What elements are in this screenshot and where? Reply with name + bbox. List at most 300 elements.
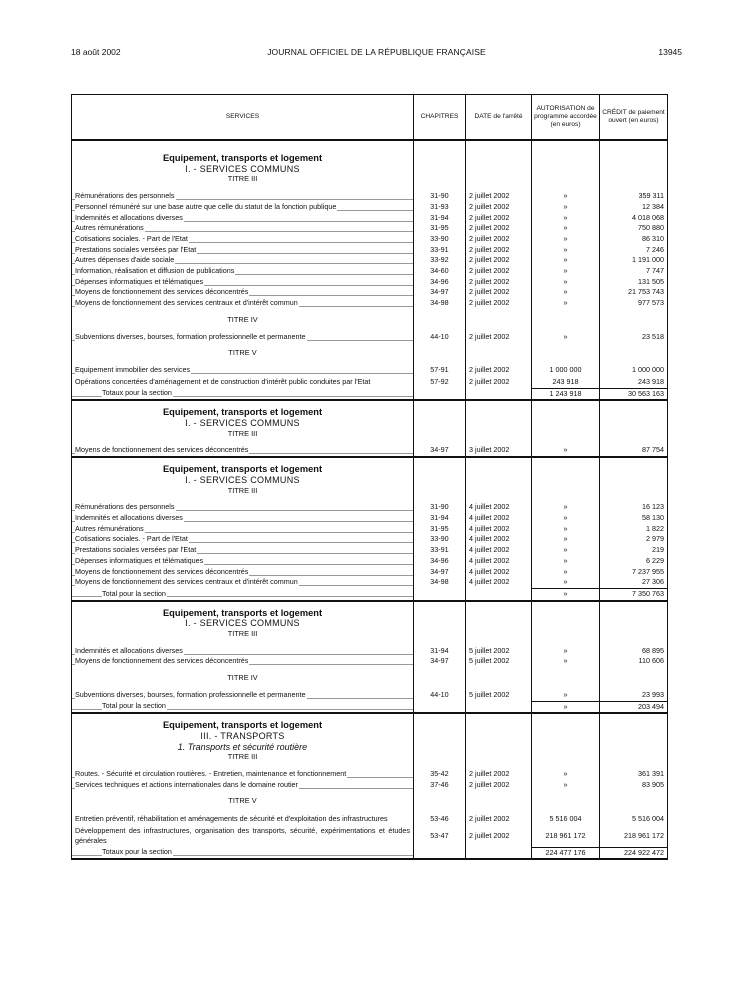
credit-cell: 110 606 [600,656,668,667]
empty-cell [466,796,532,807]
empty-cell [600,673,668,684]
chapitre-cell [414,701,466,713]
empty-cell [532,486,600,497]
service-label: Services techniques et actions internationales dans le domaine routier [75,779,298,789]
service-label-cell [72,202,414,213]
spacer-cell [532,713,600,720]
chapitre-cell: 31-93 [414,202,466,213]
empty-cell [600,429,668,440]
empty-cell [414,174,466,185]
date-cell: 4 juillet 2002 [466,545,532,556]
service-label: Subventions diverses, bourses, formation professionnelle et permanente [75,331,306,341]
service-label: Autres rémunérations [75,223,144,233]
empty-cell [600,608,668,619]
chapitre-cell: 34-97 [414,445,466,457]
empty-cell [466,752,532,763]
service-label: Totaux pour la section [102,388,172,398]
empty-cell [414,418,466,429]
empty-cell [414,673,466,684]
credit-cell: 30 563 163 [600,388,668,400]
credit-cell: 87 754 [600,445,668,457]
empty-cell [414,608,466,619]
section-heading: TITRE III [72,429,414,440]
empty-cell [414,629,466,640]
date-cell: 4 juillet 2002 [466,513,532,524]
service-label: Cotisations sociales. - Part de l'Etat [75,534,188,544]
date-cell [466,847,532,859]
autorisation-cell: » [532,277,600,288]
section-heading: TITRE III [72,174,414,185]
credit-cell: 750 880 [600,223,668,234]
credit-cell: 224 922 472 [600,847,668,859]
date-cell: 2 juillet 2002 [466,813,532,825]
autorisation-cell: » [532,513,600,524]
credit-cell: 7 246 [600,245,668,256]
table-row [72,646,668,657]
table-row [72,266,668,277]
table-row [72,524,668,535]
section-heading: I. - SERVICES COMMUNS [72,618,414,629]
date-cell: 5 juillet 2002 [466,690,532,701]
section-heading-row [72,475,668,486]
credit-cell: 1 191 000 [600,255,668,266]
spacer-cell [532,601,600,608]
spacer-row [72,457,668,464]
table-row [72,769,668,780]
spacer-cell [414,400,466,407]
spacer-cell [600,713,668,720]
autorisation-cell: » [532,245,600,256]
table-row [72,545,668,556]
chapitre-cell: 34-97 [414,567,466,578]
credit-cell: 27 306 [600,577,668,588]
spacer-cell [72,713,414,720]
empty-cell [532,608,600,619]
service-label-cell [72,502,414,513]
empty-cell [414,348,466,359]
autorisation-cell: 218 961 172 [532,825,600,847]
date-cell: 2 juillet 2002 [466,825,532,847]
table-row [72,277,668,288]
empty-cell [466,629,532,640]
autorisation-cell: » [532,701,600,713]
service-label: Equipement immobilier des services [75,364,191,374]
service-label: Moyens de fonctionnement des services déconcentrés [75,656,249,666]
empty-cell [414,315,466,326]
service-label: Subventions diverses, bourses, formation professionnelle et permanente [75,690,306,700]
service-label-cell [72,287,414,298]
empty-cell [532,153,600,164]
empty-cell [414,618,466,629]
credit-cell: 5 516 004 [600,813,668,825]
date-cell: 2 juillet 2002 [466,202,532,213]
chapitre-cell: 33-91 [414,245,466,256]
empty-cell [532,164,600,175]
table-row [72,245,668,256]
empty-cell [414,720,466,731]
section-heading-row [72,720,668,731]
service-label: Développement des infrastructures, organisation des transports, sécurité, expérimentations et études générales [75,826,410,846]
table-row [72,534,668,545]
date-cell: 2 juillet 2002 [466,277,532,288]
col-chapitres-header: CHAPITRES [414,95,466,141]
spacer-cell [414,140,466,147]
date-cell: 3 juillet 2002 [466,445,532,457]
chapitre-cell [414,388,466,400]
date-cell: 4 juillet 2002 [466,524,532,535]
section-heading-row [72,164,668,175]
autorisation-cell: » [532,332,600,343]
autorisation-cell: 5 516 004 [532,813,600,825]
autorisation-cell: » [532,769,600,780]
credit-cell: 16 123 [600,502,668,513]
table-row [72,656,668,667]
empty-cell [600,418,668,429]
service-label-cell [72,690,414,701]
spacer-row [72,400,668,407]
chapitre-cell: 57-92 [414,376,466,389]
service-label-cell [72,255,414,266]
empty-cell [600,720,668,731]
total-row [72,701,668,713]
date-cell: 4 juillet 2002 [466,534,532,545]
chapitre-cell: 37-46 [414,780,466,791]
section-heading: Equipement, transports et logement [72,153,414,164]
empty-cell [600,315,668,326]
empty-cell [466,348,532,359]
autorisation-cell: » [532,690,600,701]
service-label: Autres rémunérations [75,523,144,533]
chapitre-cell: 31-94 [414,513,466,524]
empty-cell [600,618,668,629]
empty-cell [414,407,466,418]
autorisation-cell: » [532,191,600,202]
credit-cell: 243 918 [600,376,668,389]
autorisation-cell: » [532,298,600,309]
section-heading-row [72,407,668,418]
empty-cell [600,164,668,175]
credit-cell: 359 311 [600,191,668,202]
empty-cell [414,475,466,486]
credit-cell: 83 905 [600,780,668,791]
service-label: Prestations sociales versées par l'Etat [75,244,197,254]
table-row [72,298,668,309]
empty-cell [466,174,532,185]
chapitre-cell: 33-91 [414,545,466,556]
autorisation-cell: » [532,545,600,556]
empty-cell [466,418,532,429]
empty-cell [532,720,600,731]
table-row [72,445,668,457]
service-label: Rémunérations des personnels [75,191,175,201]
empty-cell [532,742,600,753]
autorisation-cell: » [532,524,600,535]
credit-cell: 58 130 [600,513,668,524]
section-heading-row [72,429,668,440]
section-heading: TITRE V [72,348,414,359]
service-label-cell [72,567,414,578]
service-label-cell [72,388,414,400]
col-credit-header: CRÉDIT de paiement ouvert (en euros) [600,95,668,141]
spacer-cell [72,400,414,407]
chapitre-cell: 53-46 [414,813,466,825]
section-heading: Equipement, transports et logement [72,720,414,731]
chapitre-cell: 34-97 [414,287,466,298]
empty-cell [532,315,600,326]
credit-cell: 977 573 [600,298,668,309]
section-heading-row [72,486,668,497]
service-label-cell [72,365,414,376]
credit-cell: 219 [600,545,668,556]
table-row [72,191,668,202]
chapitre-cell: 33-90 [414,534,466,545]
empty-cell [532,796,600,807]
table-row [72,365,668,376]
empty-cell [466,720,532,731]
section-heading-row [72,673,668,684]
date-cell: 2 juillet 2002 [466,287,532,298]
empty-cell [600,796,668,807]
empty-cell [532,407,600,418]
table-row [72,234,668,245]
total-row [72,588,668,600]
chapitre-cell: 34-96 [414,556,466,567]
spacer-cell [72,140,414,147]
col-autorisation-header: AUTORISATION de programme accordée (en euros) [532,95,600,141]
service-label-cell [72,556,414,567]
section-heading: TITRE IV [72,315,414,326]
autorisation-cell: » [532,567,600,578]
empty-cell [532,174,600,185]
service-label-cell [72,646,414,657]
header-date: 18 août 2002 [71,47,121,57]
table-row [72,502,668,513]
table-row [72,223,668,234]
empty-cell [600,752,668,763]
service-label-cell [72,298,414,309]
section-heading: III. - TRANSPORTS [72,731,414,742]
empty-cell [600,464,668,475]
service-label-cell [72,376,414,389]
section-heading: TITRE V [72,796,414,807]
empty-cell [466,731,532,742]
spacer-row [72,601,668,608]
date-cell: 5 juillet 2002 [466,656,532,667]
empty-cell [600,174,668,185]
chapitre-cell: 34-60 [414,266,466,277]
service-label-cell [72,445,414,457]
total-row [72,388,668,400]
service-label-cell [72,277,414,288]
date-cell: 2 juillet 2002 [466,365,532,376]
chapitre-cell: 31-95 [414,223,466,234]
service-label-cell [72,813,414,825]
spacer-cell [414,457,466,464]
service-label-cell [72,780,414,791]
table-row [72,813,668,825]
autorisation-cell: 1 243 918 [532,388,600,400]
section-heading: I. - SERVICES COMMUNS [72,418,414,429]
autorisation-cell: » [532,202,600,213]
date-cell: 2 juillet 2002 [466,245,532,256]
section-heading: I. - SERVICES COMMUNS [72,475,414,486]
spacer-cell [600,601,668,608]
credit-cell: 86 310 [600,234,668,245]
section-heading: TITRE III [72,752,414,763]
service-label-cell [72,701,414,713]
date-cell [466,588,532,600]
table-row [72,213,668,224]
empty-cell [466,618,532,629]
table-row [72,577,668,588]
service-label: Total pour la section [102,701,166,711]
empty-cell [466,608,532,619]
service-label-cell [72,847,414,859]
service-label-cell [72,234,414,245]
service-label: Moyens de fonctionnement des services centraux et d'intérêt commun [75,298,298,308]
credit-cell: 12 384 [600,202,668,213]
table-row [72,556,668,567]
credit-cell: 203 494 [600,701,668,713]
section-heading-row [72,629,668,640]
section-heading: TITRE III [72,629,414,640]
spacer-cell [532,400,600,407]
empty-cell [466,486,532,497]
section-heading-row [72,153,668,164]
empty-cell [466,429,532,440]
service-label: Total pour la section [102,588,166,598]
service-label-cell [72,825,414,847]
date-cell: 2 juillet 2002 [466,376,532,389]
empty-cell [532,429,600,440]
chapitre-cell: 31-94 [414,646,466,657]
section-heading: Equipement, transports et logement [72,407,414,418]
empty-cell [414,752,466,763]
spacer-cell [532,140,600,147]
empty-cell [414,464,466,475]
service-label-cell [72,656,414,667]
service-label-cell [72,513,414,524]
empty-cell [414,486,466,497]
date-cell: 2 juillet 2002 [466,332,532,343]
table-body [72,140,668,859]
date-cell: 2 juillet 2002 [466,223,532,234]
credit-cell: 4 018 068 [600,213,668,224]
spacer-cell [600,400,668,407]
section-heading-row [72,618,668,629]
page-header [71,47,682,59]
service-label: Entretien préventif, réhabilitation et aménagements de sécurité et d'exploitation des infrastructures [75,814,388,824]
date-cell: 4 juillet 2002 [466,567,532,578]
service-label: Indemnités et allocations diverses [75,645,183,655]
section-heading-row [72,752,668,763]
date-cell: 2 juillet 2002 [466,780,532,791]
date-cell: 2 juillet 2002 [466,298,532,309]
empty-cell [532,618,600,629]
credit-cell: 7 747 [600,266,668,277]
chapitre-cell: 44-10 [414,332,466,343]
empty-cell [532,475,600,486]
table-header-row [72,95,668,141]
chapitre-cell: 31-94 [414,213,466,224]
section-heading-row [72,742,668,753]
chapitre-cell: 31-90 [414,191,466,202]
empty-cell [532,464,600,475]
autorisation-cell: » [532,502,600,513]
chapitre-cell: 31-95 [414,524,466,535]
service-label-cell [72,545,414,556]
credit-cell: 23 993 [600,690,668,701]
empty-cell [532,348,600,359]
table-row [72,825,668,847]
service-label: Prestations sociales versées par l'Etat [75,545,197,555]
spacer-cell [600,457,668,464]
credit-cell: 68 895 [600,646,668,657]
empty-cell [466,742,532,753]
service-label: Moyens de fonctionnement des services déconcentrés [75,566,249,576]
section-heading: Equipement, transports et logement [72,608,414,619]
section-heading: TITRE IV [72,673,414,684]
spacer-row [72,713,668,720]
autorisation-cell: » [532,577,600,588]
service-label: Dépenses informatiques et télématiques [75,276,204,286]
spacer-cell [466,140,532,147]
table-row [72,255,668,266]
empty-cell [414,742,466,753]
autorisation-cell: » [532,534,600,545]
spacer-cell [466,400,532,407]
date-cell [466,388,532,400]
col-services-header: SERVICES [72,95,414,141]
chapitre-cell: 33-90 [414,234,466,245]
header-title: JOURNAL OFFICIEL DE LA RÉPUBLIQUE FRANÇAISE [267,47,486,57]
date-cell: 2 juillet 2002 [466,213,532,224]
section-heading-row [72,348,668,359]
date-cell: 2 juillet 2002 [466,769,532,780]
date-cell: 4 juillet 2002 [466,556,532,567]
table-row [72,332,668,343]
credit-cell: 1 000 000 [600,365,668,376]
date-cell [466,701,532,713]
empty-cell [532,418,600,429]
service-label-cell [72,577,414,588]
service-label: Cotisations sociales. - Part de l'Etat [75,233,188,243]
empty-cell [600,153,668,164]
date-cell: 2 juillet 2002 [466,255,532,266]
service-label-cell [72,332,414,343]
table-row [72,287,668,298]
service-label-cell [72,191,414,202]
spacer-cell [72,457,414,464]
service-label-cell [72,266,414,277]
empty-cell [466,153,532,164]
service-label: Information, réalisation et diffusion de publications [75,266,235,276]
service-label: Moyens de fonctionnement des services déconcentrés [75,445,249,455]
autorisation-cell: » [532,556,600,567]
section-heading: I. - SERVICES COMMUNS [72,164,414,175]
empty-cell [532,629,600,640]
credit-cell: 21 753 743 [600,287,668,298]
credit-cell: 7 350 763 [600,588,668,600]
service-label: Moyens de fonctionnement des services déconcentrés [75,287,249,297]
spacer-cell [466,601,532,608]
chapitre-cell: 34-96 [414,277,466,288]
section-heading-row [72,731,668,742]
table-row [72,376,668,389]
service-label-cell [72,213,414,224]
col-date-header: DATE de l'arrêté [466,95,532,141]
service-label: Indemnités et allocations diverses [75,512,183,522]
